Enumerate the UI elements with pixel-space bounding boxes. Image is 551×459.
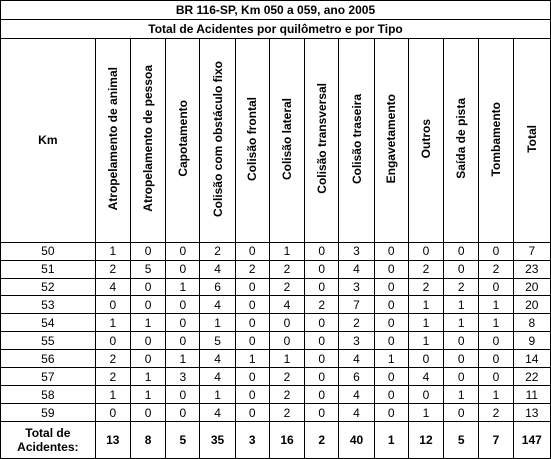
column-header: Capotamento xyxy=(166,38,200,242)
value-cell: 0 xyxy=(166,314,200,332)
value-cell: 20 xyxy=(513,296,550,314)
value-cell: 0 xyxy=(166,404,200,422)
value-cell: 1 xyxy=(444,386,479,404)
value-cell: 1 xyxy=(374,350,408,368)
value-cell: 0 xyxy=(374,296,408,314)
value-cell: 0 xyxy=(130,278,165,296)
total-cell: 1 xyxy=(374,422,408,459)
value-cell: 0 xyxy=(479,332,513,350)
value-cell: 13 xyxy=(513,404,550,422)
value-cell: 0 xyxy=(305,314,339,332)
value-cell: 1 xyxy=(130,314,165,332)
value-cell: 2 xyxy=(235,260,269,278)
value-cell: 1 xyxy=(235,350,269,368)
column-header: Colisão lateral xyxy=(269,38,304,242)
value-cell: 0 xyxy=(374,278,408,296)
table-row xyxy=(1,260,551,278)
value-cell: 0 xyxy=(444,368,479,386)
value-cell: 0 xyxy=(408,386,443,404)
value-cell: 0 xyxy=(444,404,479,422)
value-cell: 4 xyxy=(269,296,304,314)
value-cell: 0 xyxy=(235,278,269,296)
value-cell: 2 xyxy=(408,260,443,278)
total-cell: 5 xyxy=(444,422,479,459)
value-cell: 4 xyxy=(200,296,235,314)
value-cell: 0 xyxy=(374,314,408,332)
value-cell: 0 xyxy=(374,242,408,260)
value-cell: 1 xyxy=(408,314,443,332)
total-cell: 7 xyxy=(479,422,513,459)
value-cell: 1 xyxy=(408,404,443,422)
value-cell: 2 xyxy=(269,386,304,404)
value-cell: 1 xyxy=(166,350,200,368)
value-cell: 20 xyxy=(513,278,550,296)
value-cell: 22 xyxy=(513,368,550,386)
column-header: Engavetamento xyxy=(374,38,408,242)
km-cell: 58 xyxy=(1,386,96,404)
value-cell: 1 xyxy=(130,386,165,404)
value-cell: 1 xyxy=(269,242,304,260)
value-cell: 11 xyxy=(513,386,550,404)
value-cell: 0 xyxy=(374,404,408,422)
km-cell: 53 xyxy=(1,296,96,314)
table-row xyxy=(1,332,551,350)
value-cell: 0 xyxy=(374,368,408,386)
value-cell: 0 xyxy=(235,386,269,404)
value-cell: 0 xyxy=(166,332,200,350)
value-cell: 0 xyxy=(408,242,443,260)
value-cell: 0 xyxy=(130,332,165,350)
value-cell: 4 xyxy=(200,368,235,386)
value-cell: 4 xyxy=(339,386,374,404)
km-header: Km xyxy=(1,38,96,242)
value-cell: 1 xyxy=(95,386,130,404)
value-cell: 3 xyxy=(339,332,374,350)
value-cell: 1 xyxy=(130,368,165,386)
km-cell: 59 xyxy=(1,404,96,422)
value-cell: 3 xyxy=(339,278,374,296)
total-cell: 12 xyxy=(408,422,443,459)
value-cell: 0 xyxy=(95,404,130,422)
value-cell: 1 xyxy=(269,350,304,368)
value-cell: 2 xyxy=(95,260,130,278)
value-cell: 0 xyxy=(95,332,130,350)
value-cell: 0 xyxy=(235,296,269,314)
value-cell: 0 xyxy=(305,368,339,386)
total-cell: 3 xyxy=(235,422,269,459)
km-cell: 54 xyxy=(1,314,96,332)
value-cell: 23 xyxy=(513,260,550,278)
value-cell: 1 xyxy=(479,296,513,314)
value-cell: 0 xyxy=(479,242,513,260)
value-cell: 6 xyxy=(200,278,235,296)
value-cell: 1 xyxy=(444,314,479,332)
value-cell: 0 xyxy=(305,242,339,260)
table-row xyxy=(1,404,551,422)
column-header: Tombamento xyxy=(479,38,513,242)
value-cell: 0 xyxy=(235,242,269,260)
table-row xyxy=(1,296,551,314)
value-cell: 0 xyxy=(166,296,200,314)
value-cell: 2 xyxy=(479,404,513,422)
table-row xyxy=(1,242,551,260)
km-cell: 50 xyxy=(1,242,96,260)
km-cell: 56 xyxy=(1,350,96,368)
column-header: Saída de pista xyxy=(444,38,479,242)
value-cell: 2 xyxy=(339,314,374,332)
value-cell: 0 xyxy=(408,350,443,368)
total-cell: 16 xyxy=(269,422,304,459)
value-cell: 1 xyxy=(200,386,235,404)
value-cell: 0 xyxy=(235,368,269,386)
table-subtitle: Total de Acidentes por quilômetro e por Tipo xyxy=(1,19,551,38)
totals-label: Total de Acidentes: xyxy=(1,422,96,459)
value-cell: 4 xyxy=(200,260,235,278)
value-cell: 0 xyxy=(479,368,513,386)
value-cell: 0 xyxy=(166,242,200,260)
column-header: Colisão com obstáculo fixo xyxy=(200,38,235,242)
value-cell: 2 xyxy=(269,404,304,422)
km-cell: 51 xyxy=(1,260,96,278)
value-cell: 0 xyxy=(374,332,408,350)
value-cell: 14 xyxy=(513,350,550,368)
value-cell: 0 xyxy=(479,350,513,368)
value-cell: 0 xyxy=(444,350,479,368)
value-cell: 0 xyxy=(235,332,269,350)
value-cell: 0 xyxy=(305,350,339,368)
value-cell: 2 xyxy=(95,350,130,368)
value-cell: 9 xyxy=(513,332,550,350)
value-cell: 5 xyxy=(200,332,235,350)
value-cell: 4 xyxy=(339,260,374,278)
value-cell: 0 xyxy=(444,332,479,350)
value-cell: 4 xyxy=(339,404,374,422)
table-row xyxy=(1,314,551,332)
value-cell: 1 xyxy=(95,314,130,332)
column-header: Colisão traseira xyxy=(339,38,374,242)
value-cell: 8 xyxy=(513,314,550,332)
value-cell: 3 xyxy=(339,242,374,260)
value-cell: 2 xyxy=(305,296,339,314)
value-cell: 0 xyxy=(130,350,165,368)
value-cell: 2 xyxy=(269,260,304,278)
km-cell: 57 xyxy=(1,368,96,386)
value-cell: 2 xyxy=(200,242,235,260)
total-cell: 2 xyxy=(305,422,339,459)
value-cell: 0 xyxy=(305,404,339,422)
value-cell: 2 xyxy=(269,278,304,296)
total-cell: 40 xyxy=(339,422,374,459)
value-cell: 1 xyxy=(479,314,513,332)
value-cell: 2 xyxy=(444,278,479,296)
value-cell: 7 xyxy=(513,242,550,260)
value-cell: 4 xyxy=(200,404,235,422)
column-header: Colisão frontal xyxy=(235,38,269,242)
value-cell: 0 xyxy=(305,332,339,350)
value-cell: 0 xyxy=(305,260,339,278)
value-cell: 2 xyxy=(95,368,130,386)
value-cell: 4 xyxy=(200,350,235,368)
column-header: Outros xyxy=(408,38,443,242)
table-row xyxy=(1,368,551,386)
totals-row xyxy=(1,422,551,459)
value-cell: 0 xyxy=(479,278,513,296)
column-header: Total xyxy=(513,38,550,242)
total-cell: 147 xyxy=(513,422,550,459)
value-cell: 0 xyxy=(444,260,479,278)
value-cell: 7 xyxy=(339,296,374,314)
value-cell: 0 xyxy=(235,404,269,422)
value-cell: 2 xyxy=(269,368,304,386)
value-cell: 1 xyxy=(408,296,443,314)
value-cell: 5 xyxy=(130,260,165,278)
value-cell: 1 xyxy=(444,296,479,314)
value-cell: 0 xyxy=(166,386,200,404)
column-header-row xyxy=(1,38,551,242)
value-cell: 1 xyxy=(166,278,200,296)
value-cell: 0 xyxy=(130,404,165,422)
table-row xyxy=(1,278,551,296)
value-cell: 0 xyxy=(374,260,408,278)
value-cell: 6 xyxy=(339,368,374,386)
value-cell: 4 xyxy=(339,350,374,368)
total-cell: 8 xyxy=(130,422,165,459)
total-cell: 5 xyxy=(166,422,200,459)
column-header: Colisão transversal xyxy=(305,38,339,242)
total-cell: 13 xyxy=(95,422,130,459)
column-header: Atropelamento de animal xyxy=(95,38,130,242)
value-cell: 0 xyxy=(305,278,339,296)
value-cell: 0 xyxy=(305,386,339,404)
value-cell: 0 xyxy=(166,260,200,278)
value-cell: 0 xyxy=(235,314,269,332)
value-cell: 4 xyxy=(95,278,130,296)
value-cell: 0 xyxy=(130,242,165,260)
value-cell: 1 xyxy=(95,242,130,260)
table-row xyxy=(1,386,551,404)
km-cell: 55 xyxy=(1,332,96,350)
value-cell: 2 xyxy=(479,260,513,278)
value-cell: 0 xyxy=(130,296,165,314)
total-cell: 35 xyxy=(200,422,235,459)
table-row xyxy=(1,350,551,368)
value-cell: 2 xyxy=(408,278,443,296)
value-cell: 1 xyxy=(408,332,443,350)
value-cell: 0 xyxy=(269,314,304,332)
table-title: BR 116-SP, Km 050 a 059, ano 2005 xyxy=(1,1,551,20)
column-header: Atropelamento de pessoa xyxy=(130,38,165,242)
km-cell: 52 xyxy=(1,278,96,296)
value-cell: 1 xyxy=(200,314,235,332)
value-cell: 0 xyxy=(269,332,304,350)
value-cell: 0 xyxy=(444,242,479,260)
value-cell: 1 xyxy=(479,386,513,404)
value-cell: 0 xyxy=(374,386,408,404)
value-cell: 0 xyxy=(95,296,130,314)
value-cell: 4 xyxy=(408,368,443,386)
value-cell: 3 xyxy=(166,368,200,386)
